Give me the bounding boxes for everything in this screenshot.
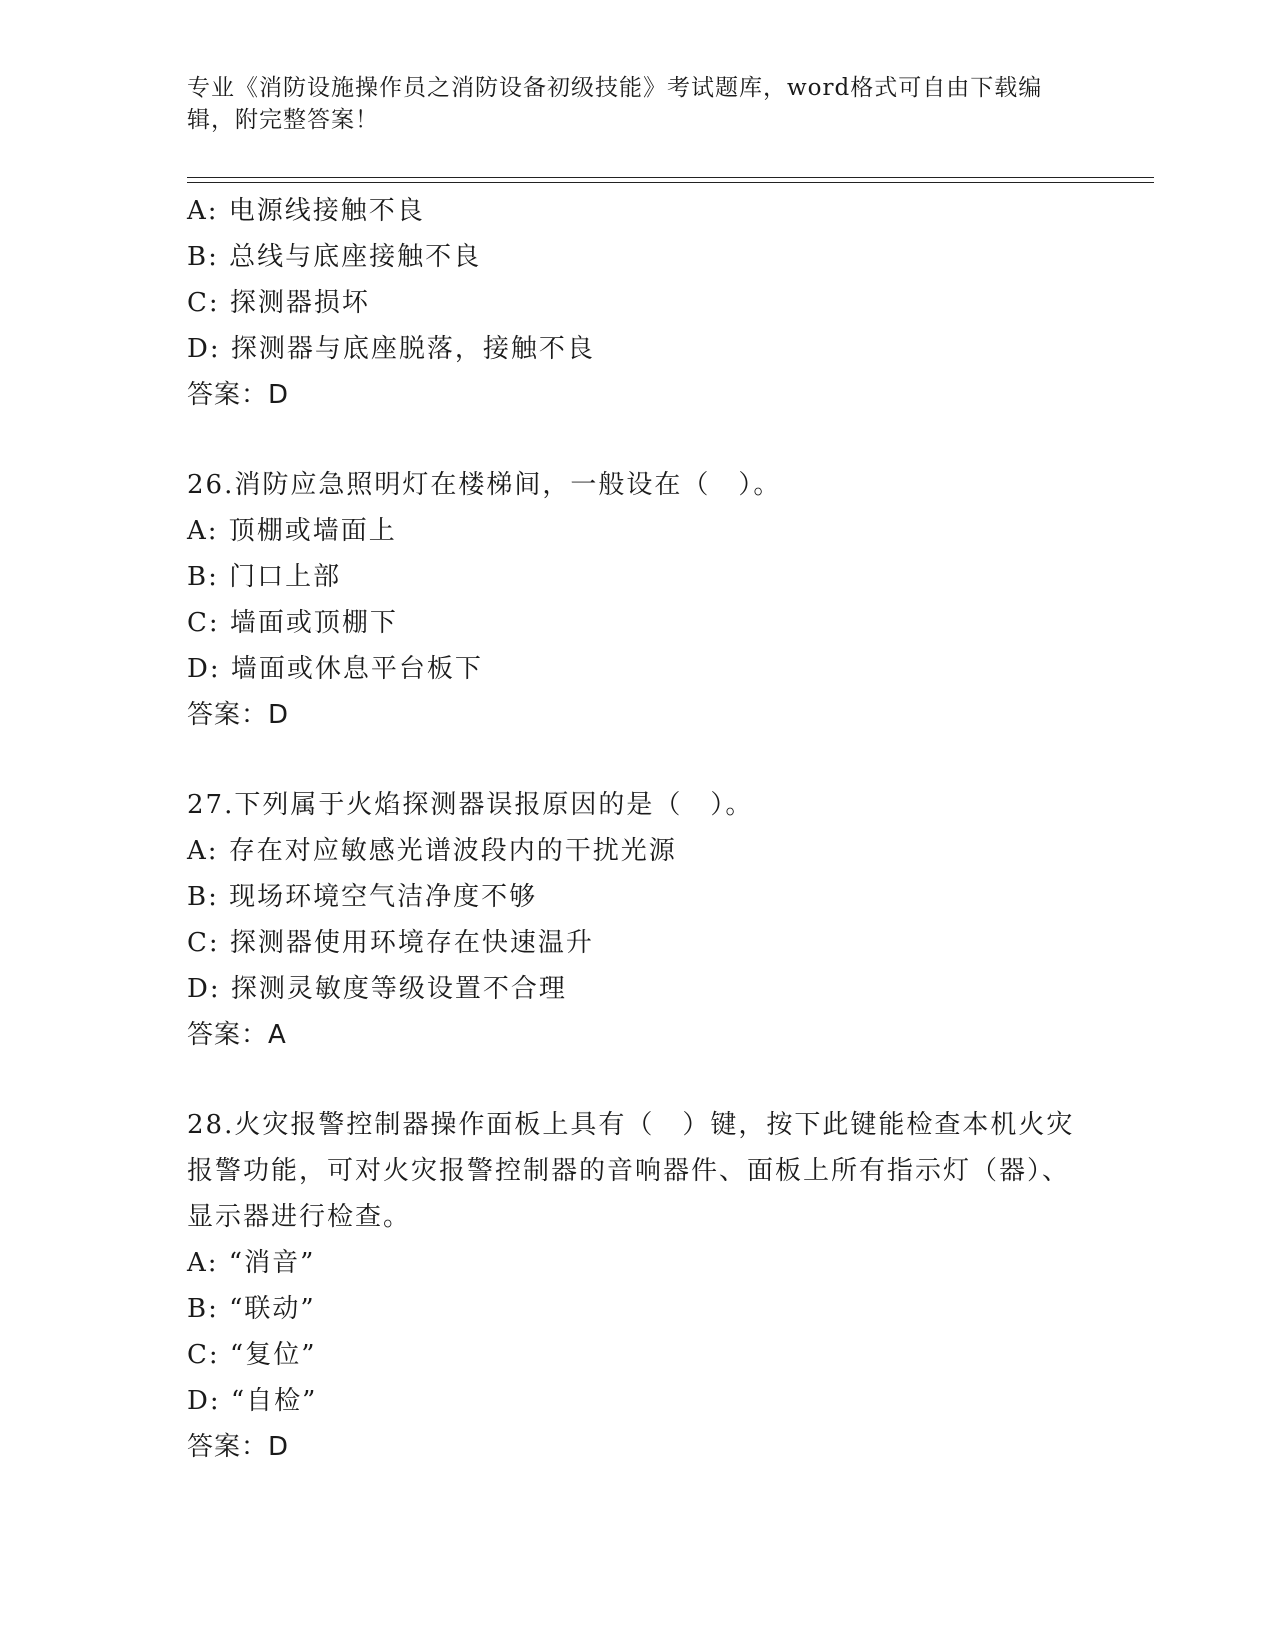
block-spacer: [187, 1058, 1087, 1102]
option-c: C: “复位”: [187, 1340, 317, 1370]
option-c: C: 探测器损坏: [187, 288, 370, 318]
question-text: 28.火灾报警控制器操作面板上具有（ ）键，按下此键能检查本机火灾报警功能，可对火灾报警控制器的音响器件、面板上所有指示灯（器）、显示器进行检查。: [187, 1110, 1075, 1232]
option-c: C: 墙面或顶棚下: [187, 608, 398, 638]
option-b: B: 门口上部: [187, 562, 342, 592]
answer-line: 答案：D: [187, 1432, 290, 1462]
question-text: 26.消防应急照明灯在楼梯间，一般设在（ ）。: [187, 470, 782, 500]
option-d: D: 墙面或休息平台板下: [187, 654, 483, 684]
document-header: 专业《消防设施操作员之消防设备初级技能》考试题库，word格式可自由下载编辑，附完整答案！: [187, 75, 1043, 133]
option-a: A: 顶棚或墙面上: [187, 516, 397, 546]
question-block: [187, 188, 1087, 418]
option-b: B: 现场环境空气洁净度不够: [187, 882, 538, 912]
block-spacer: [187, 418, 1087, 462]
option-a: A: 存在对应敏感光谱波段内的干扰光源: [187, 836, 677, 866]
question-text: 27.下列属于火焰探测器误报原因的是（ ）。: [187, 790, 754, 820]
answer-line: 答案：A: [187, 1020, 287, 1050]
header-divider-top: [187, 177, 1154, 178]
option-d: D: 探测灵敏度等级设置不合理: [187, 974, 567, 1004]
question-list: [187, 188, 1087, 1470]
question-block: [187, 462, 1087, 738]
option-a: A: 电源线接触不良: [187, 196, 425, 226]
option-d: D: “自检”: [187, 1386, 318, 1416]
option-a: A: “消音”: [187, 1248, 316, 1278]
question-block: [187, 1102, 1087, 1470]
question-block: [187, 782, 1087, 1058]
option-c: C: 探测器使用环境存在快速温升: [187, 928, 594, 958]
answer-line: 答案：D: [187, 700, 290, 730]
answer-line: 答案：D: [187, 380, 290, 410]
option-d: D: 探测器与底座脱落，接触不良: [187, 334, 595, 364]
block-spacer: [187, 738, 1087, 782]
option-b: B: “联动”: [187, 1294, 316, 1324]
header-divider-bottom: [187, 182, 1154, 183]
option-b: B: 总线与底座接触不良: [187, 242, 482, 272]
